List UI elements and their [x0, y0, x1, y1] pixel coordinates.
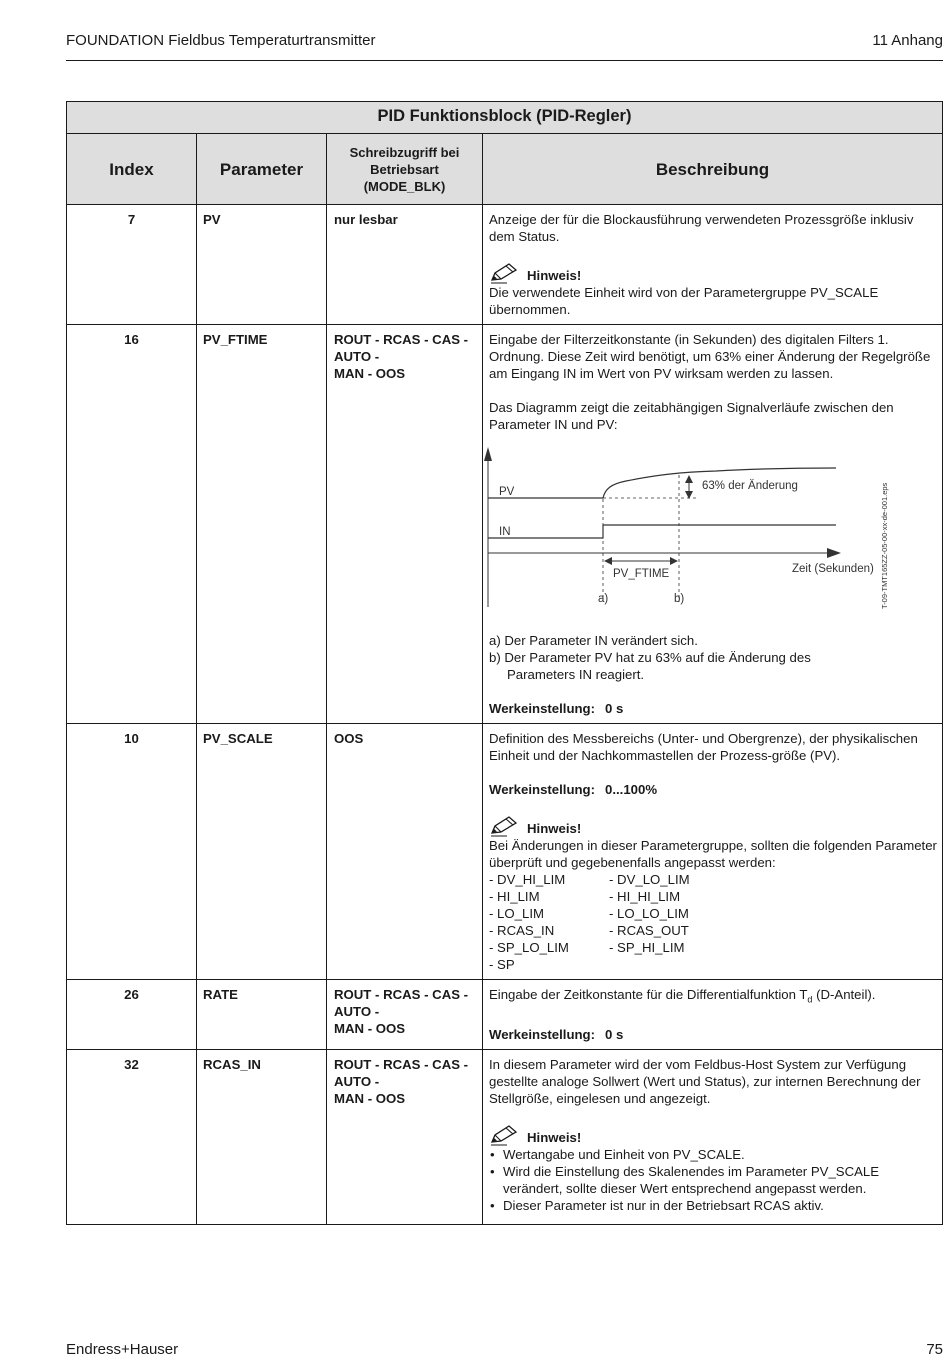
row-description: Anzeige der für die Blockausführung verwendeten Prozessgröße inklusiv dem Status. Hinweis! Die verwendete Einheit wird von der Parametergruppe PV_SCALE übernommen.	[483, 205, 943, 325]
page-number: 75	[926, 1341, 943, 1358]
figure-file-id: T-09-TMT165ZZ-05-00-xx-de-001.eps	[880, 482, 889, 609]
row-mode: ROUT - RCAS - CAS - AUTO - MAN - OOS	[327, 325, 483, 724]
default-setting: Werkeinstellung: 0 s	[489, 1026, 624, 1042]
table-row	[67, 1049, 943, 1224]
row-index: 7	[67, 205, 197, 325]
row-index: 10	[67, 724, 197, 980]
row-description: Eingabe der Zeitkonstante für die Differentialfunktion $T_d$ (D-Anteil). Werkeinstellung: 0 s	[483, 980, 943, 1050]
row-description: Eingabe der Filterzeitkonstante (in Sekunden) des digitalen Filters 1. Ordnung. Diese Zeit wird benötigt, um 63% einer Änderung der Regelgröße am Eingang IN im Wert von PV wirksam werden zu lassen. Das Diagramm zeigt die zeitabhängigen Signalverläufe zwischen den Parameter IN und PV: PV IN 63% der Änderung PV_FTIME Zeit (Sekunden) a) b) T-09-TMT165ZZ-05-00-xx-de-001.eps a) Der Parameter IN verändert sich. b) Der Parameter PV hat zu 63% auf die Änderung des Parameters IN reagiert. Werkeinstellung: 0 s	[483, 325, 943, 724]
row-parameter: RCAS_IN	[197, 1049, 327, 1224]
hint-list	[489, 1146, 938, 1214]
pencil-icon	[489, 815, 519, 837]
col-mode: Schreibzugriff bei Betriebsart (MODE_BLK)	[327, 134, 483, 205]
default-setting: Werkeinstellung: 0 s	[489, 701, 624, 716]
pencil-icon	[489, 1124, 519, 1146]
table-row	[67, 724, 943, 980]
pv-ftime-label: PV_FTIME	[613, 568, 670, 580]
row-parameter: PV_FTIME	[197, 325, 327, 724]
list-item: • Wird die Einstellung des Skalenendes im Parameter PV_SCALE verändert, sollte dieser Wert entsprechend angepasst werden.	[489, 1163, 938, 1197]
row-parameter: PV_SCALE	[197, 724, 327, 980]
hint: Hinweis!	[489, 1124, 938, 1146]
pid-parameter-table	[66, 101, 943, 1225]
pv-label: PV	[499, 486, 515, 498]
row-index: 16	[67, 325, 197, 724]
marker-b: b)	[674, 593, 685, 605]
hint: Hinweis!	[489, 262, 938, 284]
time-axis-label: Zeit (Sekunden)	[792, 563, 874, 575]
change-label: 63% der Änderung	[702, 480, 798, 492]
header-title: FOUNDATION Fieldbus Temperaturtransmitter	[66, 32, 376, 49]
row-mode: OOS	[327, 724, 483, 980]
parameter-list: - DV_HI_LIM - HI_LIM - LO_LIM - RCAS_IN - SP_LO_LIM - SP - DV_LO_LIM - HI_HI_LIM - LO_LO_LIM - RCAS_OUT - SP_HI_LIM	[489, 872, 690, 972]
list-item: • Dieser Parameter ist nur in der Betriebsart RCAS aktiv.	[489, 1197, 938, 1214]
default-setting: Werkeinstellung: 0...100%	[489, 782, 658, 797]
pencil-icon	[489, 262, 519, 284]
hint: Hinweis!	[489, 815, 938, 837]
row-description: Definition des Messbereichs (Unter- und Obergrenze), der physikalischen Einheit und der Nachkommastellen der Prozess-größe (PV). Werkeinstellung: 0...100% Hinweis! Bei Änderungen in dieser Parametergruppe, sollten die folgenden Parameter überprüft und gegebenenfalls angepasst werden: - DV_HI_LIM - HI_LIM - LO_LIM - RCAS_IN - SP_LO_LIM - SP - DV_LO_LIM - HI_HI_LIM - LO_LO_LIM - RCAS_OUT - SP_HI_LIM	[483, 724, 943, 980]
table-row	[67, 980, 943, 1050]
col-index: Index	[67, 134, 197, 205]
col-parameter: Parameter	[197, 134, 327, 205]
header-chapter: 11 Anhang	[872, 32, 943, 49]
table-row	[67, 205, 943, 325]
row-mode: ROUT - RCAS - CAS - AUTO - MAN - OOS	[327, 980, 483, 1050]
list-item: • Wertangabe und Einheit von PV_SCALE.	[489, 1146, 938, 1163]
row-description: In diesem Parameter wird der vom Feldbus-Host System zur Verfügung gestellte analoge Sollwert (Wert und Status), zur internen Berechnung der Stellgröße, eingelesen und angezeigt. Hinweis! • Wertangabe und Einheit von PV_SCALE. • Wird die Einstellung des Skalenendes im Parameter PV_SCALE verändert, sollte dieser Wert entsprechend angepasst werden. • Dieser Parameter ist nur in der Betriebsart RCAS aktiv.	[483, 1049, 943, 1224]
page-header	[66, 30, 943, 61]
row-index: 26	[67, 980, 197, 1050]
row-index: 32	[67, 1049, 197, 1224]
row-parameter: RATE	[197, 980, 327, 1050]
row-mode: nur lesbar	[327, 205, 483, 325]
table-title: PID Funktionsblock (PID-Regler)	[67, 102, 943, 134]
row-parameter: PV	[197, 205, 327, 325]
diagram-notes: a) Der Parameter IN verändert sich. b) Der Parameter PV hat zu 63% auf die Änderung des Parameters IN reagiert.	[489, 633, 811, 682]
footer-brand: Endress+Hauser	[66, 1341, 179, 1358]
col-description: Beschreibung	[483, 134, 943, 205]
marker-a: a)	[598, 593, 609, 605]
in-label: IN	[499, 526, 511, 538]
table-row	[67, 325, 943, 724]
pv-ftime-diagram	[481, 437, 891, 615]
row-mode: ROUT - RCAS - CAS - AUTO - MAN - OOS	[327, 1049, 483, 1224]
